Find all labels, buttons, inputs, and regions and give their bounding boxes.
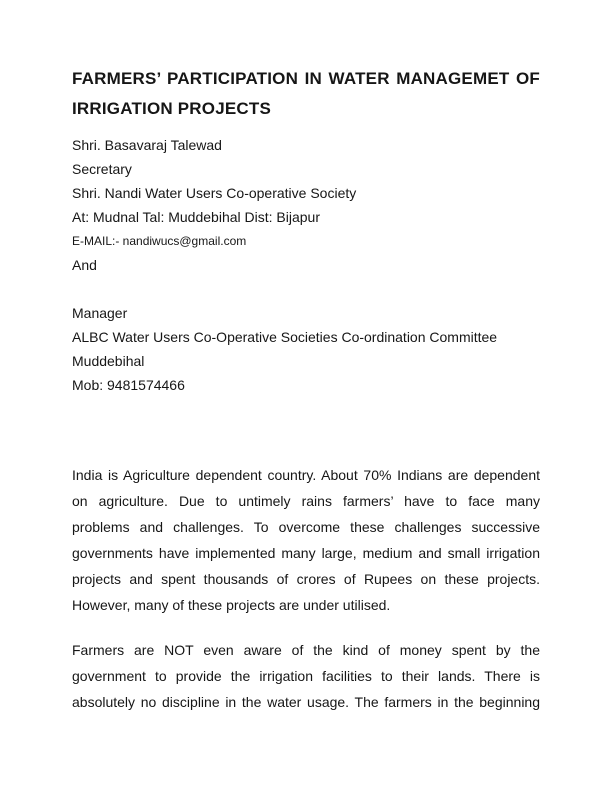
title-line-2: IRRIGATION PROJECTS (72, 99, 272, 118)
body-line: problems and challenges. To overcome these challenges successive (72, 519, 540, 535)
body-line: projects and spent thousands of crores of Rupees on these projects. (72, 571, 540, 587)
body-line: However, many of these projects are under utilised. (72, 597, 391, 613)
author-organization: Shri. Nandi Water Users Co-operative Society (72, 185, 357, 201)
co-author-designation: Manager (72, 305, 128, 321)
body-line: governments have implemented many large, medium and small irrigation (72, 545, 540, 561)
co-author-organization: ALBC Water Users Co-Operative Societies Co-ordination Committee (72, 329, 498, 345)
document-body (72, 462, 540, 715)
author-name: Shri. Basavaraj Talewad (72, 137, 222, 153)
body-line: government to provide the irrigation facilities to their lands. There is (72, 668, 540, 684)
body-paragraph-1 (72, 462, 540, 618)
body-line: Farmers are NOT even aware of the kind of money spent by the (72, 642, 540, 658)
author-connector: And (72, 257, 97, 273)
body-line: absolutely no discipline in the water usage. The farmers in the beginning (72, 694, 540, 710)
body-paragraph-2 (72, 637, 540, 715)
author-block (72, 133, 540, 397)
co-author-place: Muddebihal (72, 353, 145, 369)
co-author-mobile: Mob: 9481574466 (72, 377, 185, 393)
body-line: on agriculture. Due to untimely rains farmers’ have to face many (72, 493, 540, 509)
spacer (72, 277, 540, 301)
author-designation: Secretary (72, 161, 132, 177)
author-address: At: Mudnal Tal: Muddebihal Dist: Bijapur (72, 209, 320, 225)
document-title (72, 64, 540, 124)
title-line-1: FARMERS’ PARTICIPATION IN WATER MANAGEMET OF (72, 69, 540, 88)
body-line: India is Agriculture dependent country. About 70% Indians are dependent (72, 467, 540, 483)
author-email: E-MAIL:- nandiwucs@gmail.com (72, 234, 247, 248)
